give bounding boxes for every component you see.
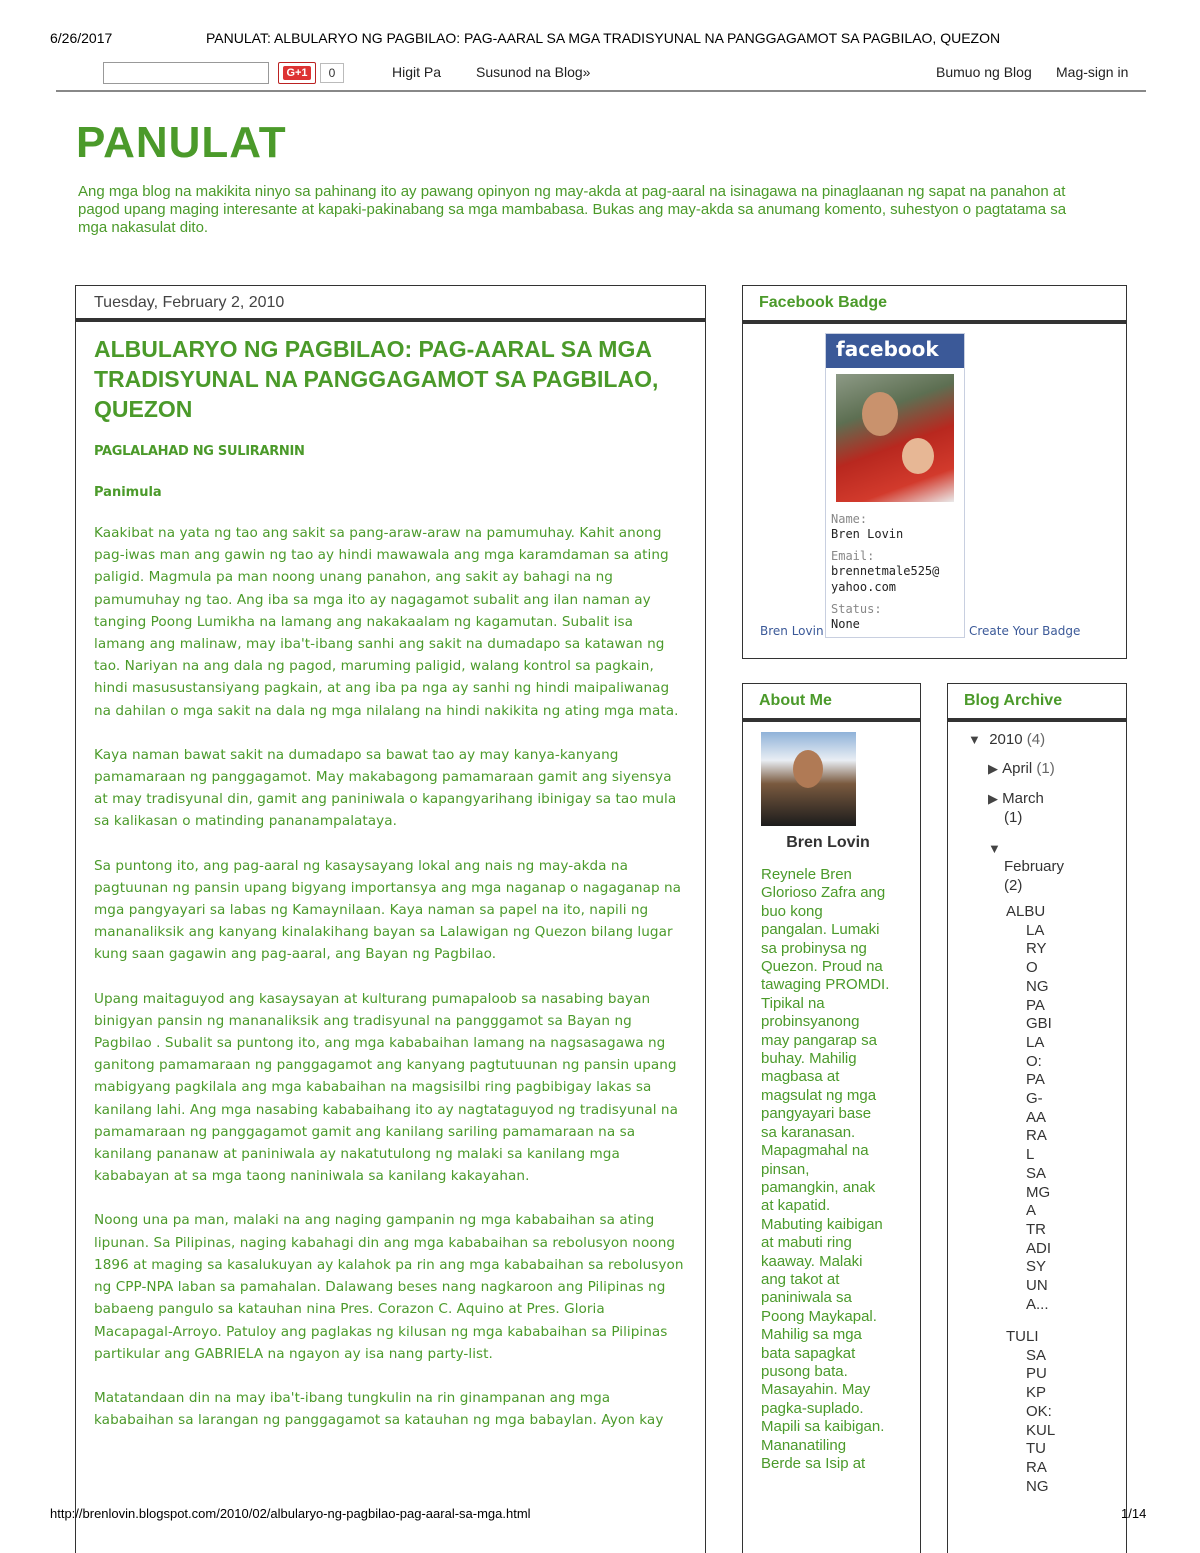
expand-down-icon[interactable]: ▼ bbox=[968, 732, 981, 747]
text-line: may pangarap sa bbox=[761, 1031, 877, 1049]
fb-name-value: Bren Lovin bbox=[831, 527, 904, 541]
archive-month-march[interactable] bbox=[988, 790, 1044, 809]
fb-status-value: None bbox=[831, 617, 860, 631]
archive-month-count: (1) bbox=[1036, 760, 1055, 777]
post-paragraph: Kaya naman bawat sakit na dumadapo sa bawat tao ay may kanya-kanyang pamamaraan ng panggagamot. May makabagong pamamaraan gamit ang siyensya at may tradisyunal din, gamit ang paniniwala o kapangyarihang ibinigay sa tao mula sa kalikasan o matinding pananampalataya. bbox=[94, 746, 677, 830]
fb-email-value-cont: yahoo.com bbox=[831, 580, 897, 594]
post-subheading: Panimula bbox=[94, 485, 162, 500]
facebook-badge-title: Facebook Badge bbox=[743, 286, 1126, 324]
text-line: Mananatiling bbox=[761, 1436, 847, 1454]
archive-post-link[interactable] bbox=[1006, 1328, 1055, 1496]
next-blog-link[interactable]: Susunod na Blog» bbox=[476, 64, 591, 80]
text-line: LA bbox=[1026, 921, 1045, 939]
text-line: Glorioso Zafra ang bbox=[761, 884, 886, 902]
text-line: TU bbox=[1026, 1440, 1046, 1458]
text-line: magsulat ng mga bbox=[761, 1086, 877, 1104]
text-line: Berde sa Isip at bbox=[761, 1455, 866, 1472]
text-line: A... bbox=[1026, 1295, 1049, 1313]
archive-post-link[interactable] bbox=[1006, 903, 1052, 1314]
blog-description: Ang mga blog na makikita ninyo sa pahinang ito ay pawang opinyon ng may-akda at pag-aaral na isinagawa na pinaglaanan ng sapat na panahon at pagod upang maging interesante at kapaki-pakinabang sa mga mambabasa. Bukas ang may-akda sa anumang komento, suhestyon o pagtatama sa mga nakasulat dito. bbox=[78, 183, 1067, 236]
post-container bbox=[75, 285, 706, 1553]
text-line: A bbox=[1026, 1202, 1037, 1220]
text-line: tawaging PROMDI. bbox=[761, 976, 890, 994]
text-line: pinsan, bbox=[761, 1160, 810, 1178]
blog-title[interactable]: PANULAT bbox=[76, 118, 287, 167]
post-paragraph: Upang maitaguyod ang kasaysayan at kulturang pumapaloob sa nasabing bayan binigyan pansin ng mananaliksik ang tradisyunal na pangggamot sa Bayan ng Pagbilao . Subalit sa puntong ito, ang mga kababaihan lamang na nagsasagawa ng ganitong pamamaraan ng panggagamot ang kanyang pagtutuunan ng pansin upang mabigyang pagkilala ang mga kababaihan na magsisilbi ring pagbibigay lakas sa kanilang lahi. Ang mga nasabing kababaihang ito ay nagtataguyod ng tradisyunal na pamamaraan ng panggagamot gamit ang kanilang sariling pamamaraan na sa kanilang pananaw at paniniwala ay nakatutulong ng malaki sa kanilang mga kababayan at sa mga taong naniniwala sa kanilang kakayahan. bbox=[94, 990, 678, 1185]
post-body bbox=[94, 444, 687, 1431]
text-line: buhay. Mahilig bbox=[761, 1050, 857, 1068]
expand-right-icon[interactable]: ▶ bbox=[988, 761, 998, 776]
create-blog-link[interactable]: Bumuo ng Blog bbox=[936, 64, 1032, 80]
gplus-count: 0 bbox=[320, 63, 344, 83]
fb-profile-link[interactable]: Bren Lovin bbox=[760, 624, 824, 638]
author-bio bbox=[761, 866, 911, 1473]
blogger-navbar bbox=[56, 58, 1146, 92]
text-line: Masayahin. May bbox=[761, 1381, 871, 1399]
text-line: NG bbox=[1026, 977, 1049, 995]
archive-month-label[interactable]: April bbox=[1002, 760, 1033, 777]
archive-year-2010[interactable] bbox=[968, 731, 1045, 750]
post-paragraph: Noong una pa man, malaki na ang naging gampanin ng mga kababaihan sa ating lipunan. Sa Pilipinas, naging kabahagi din ang mga kababaihan sa rebolusyon noong 1896 at maging sa kasalukuyan ay kalahok pa rin ang mga kababaihan sa rebolusyon ng CPP-NPA laban sa pamahalan. Dalawang beses nang nagkaroon ang Pilipinas ng babaeng pangulo sa katauhan nina Pres. Corazon C. Aquino at Pres. Gloria Macapagal-Arroyo. Patuloy ang paglakas ng kilusan ng mga kababaihan sa Pilipinas partikular ang GABRIELA na ngayon ay isa nang party-list. bbox=[94, 1212, 684, 1362]
print-date: 6/26/2017 bbox=[50, 30, 113, 46]
fb-email-value: brennetmale525@ bbox=[831, 564, 940, 578]
text-line: O: bbox=[1026, 1052, 1042, 1070]
archive-month-label[interactable]: March bbox=[1002, 790, 1044, 807]
blog-archive-title: Blog Archive bbox=[948, 684, 1126, 722]
text-line: O bbox=[1026, 959, 1038, 977]
text-line: Tipikal na bbox=[761, 994, 825, 1012]
text-line: Mapili sa kaibigan. bbox=[761, 1418, 885, 1436]
text-line: RY bbox=[1026, 940, 1047, 958]
text-line: KUL bbox=[1026, 1421, 1056, 1439]
post-paragraph: Matatandaan din na may iba't-ibang tungkulin na rin ginampanan ang mga kababaihan sa larangan ng panggagamot sa katauhan ng mga babaylan. Ayon kay bbox=[94, 1389, 664, 1429]
gplus-label: G+1 bbox=[283, 66, 310, 80]
text-line: PU bbox=[1026, 1365, 1047, 1383]
text-line: GBI bbox=[1026, 1015, 1052, 1033]
expand-down-icon[interactable]: ▼ bbox=[988, 841, 1001, 856]
text-line: at mabuti ring bbox=[761, 1234, 852, 1252]
text-line: LA bbox=[1026, 1033, 1045, 1051]
text-line: KP bbox=[1026, 1384, 1047, 1402]
post-paragraph: Kaakibat na yata ng tao ang sakit sa pang-araw-araw na pamumuhay. Kahit anong pag-iwas man ang gawin ng tao ay hindi mawawala ang mga karamdaman sa ating paligid. Magmula pa man noong unang panahon, ang sakit ay bahagi na ng pamumuhay ng tao. Ang iba sa mga ito ay nagagamot subalit ang ilan naman ay tanging Poong Lumikha na lamang ang nakakaalam ng kagamutan. Subalit isa lamang ang malinaw, may iba't-ibang sanhi ang sakit na dumadapo sa katawan ng tao. Nariyan na ang dala ng pagod, maruming paligid, walang kontrol sa pagkain, hindi masusustansiyang pagkain, at ang iba pa nga ay sanhi ng hindi maipaliwanag na dahilan o mga sakit na dala ng mga nilalang na hindi nakikita ng ating mga mata. bbox=[94, 525, 679, 719]
text-line: pangyayari base bbox=[761, 1105, 872, 1123]
blog-archive-widget bbox=[947, 683, 1127, 1553]
author-photo[interactable] bbox=[761, 732, 856, 826]
text-line: probinsyanong bbox=[761, 1013, 860, 1031]
text-line: Poong Maykapal. bbox=[761, 1307, 877, 1325]
print-page-number: 1/14 bbox=[1121, 1506, 1147, 1521]
text-line: Mahilig sa mga bbox=[761, 1326, 862, 1344]
print-url: http://brenlovin.blogspot.com/2010/02/albularyo-ng-pagbilao-pag-aaral-sa-mga.html bbox=[50, 1506, 531, 1521]
text-line: Mapagmahal na bbox=[761, 1142, 869, 1160]
text-line: PA bbox=[1026, 996, 1045, 1014]
text-line: kaaway. Malaki bbox=[761, 1252, 863, 1270]
facebook-badge-widget bbox=[742, 285, 1127, 659]
text-line: sa probinysa ng bbox=[761, 939, 867, 957]
create-badge-link[interactable]: Create Your Badge bbox=[969, 624, 1081, 638]
fb-status-label: Status: bbox=[831, 602, 882, 616]
text-line: UN bbox=[1026, 1277, 1048, 1295]
text-line: sa karanasan. bbox=[761, 1123, 856, 1141]
fb-email-label: Email: bbox=[831, 549, 875, 563]
profile-photo bbox=[836, 374, 954, 502]
post-date: Tuesday, February 2, 2010 bbox=[76, 286, 705, 322]
text-line: pagka-suplado. bbox=[761, 1399, 864, 1417]
text-line: SY bbox=[1026, 1258, 1047, 1276]
post-paragraph: Sa puntong ito, ang pag-aaral ng kasaysayang lokal ang nais ng may-akda na pagtuunan ng pansin upang bigyang importansya ang mga naganap o nagaganap na mga pangyayari sa labas ng Kamaynilaan. Kaya naman sa papel na ito, napili ng mananaliksik ang kanyang kinalakihang bayan sa Lalawigan ng Quezon bilang lugar kung saan gagawin ang pag-aaral, ang Bayan ng Pagbilao. bbox=[94, 857, 682, 963]
text-line: NG bbox=[1026, 1477, 1049, 1495]
facebook-badge[interactable] bbox=[825, 333, 965, 638]
text-line: G- bbox=[1026, 1090, 1043, 1108]
text-line: Mabuting kaibigan bbox=[761, 1215, 883, 1233]
text-line: pusong bata. bbox=[761, 1362, 848, 1380]
text-line: SA bbox=[1026, 1346, 1047, 1364]
about-me-title: About Me bbox=[743, 684, 920, 722]
text-line: RA bbox=[1026, 1127, 1047, 1145]
text-line: at kapatid. bbox=[761, 1197, 831, 1215]
gplus-button[interactable] bbox=[278, 62, 316, 84]
print-title: PANULAT: ALBULARYO NG PAGBILAO: PAG-AARAL SA MGA TRADISYUNAL NA PANGGAGAMOT SA PAGBILAO, QUEZON bbox=[206, 30, 1001, 46]
post-heading: PAGLALAHAD NG SULIRARNIN bbox=[94, 444, 305, 459]
text-line: ADI bbox=[1026, 1239, 1052, 1257]
text-line: L bbox=[1026, 1146, 1035, 1164]
text-line: pangalan. Lumaki bbox=[761, 921, 880, 939]
archive-year-count: (4) bbox=[1026, 731, 1046, 748]
text-line: magbasa at bbox=[761, 1068, 840, 1086]
archive-year-label[interactable]: 2010 bbox=[989, 731, 1023, 748]
text-line: ALBU bbox=[1006, 903, 1046, 920]
text-line: TULI bbox=[1006, 1328, 1039, 1345]
post-title[interactable]: ALBULARYO NG PAGBILAO: PAG-AARAL SA MGA TRADISYUNAL NA PANGGAGAMOT SA PAGBILAO, QUEZON bbox=[94, 336, 659, 422]
navbar-search-input[interactable] bbox=[103, 62, 269, 84]
fb-name-label: Name: bbox=[831, 512, 868, 526]
archive-month-february[interactable]: February bbox=[1004, 858, 1065, 875]
text-line: AA bbox=[1026, 1108, 1047, 1126]
text-line: PA bbox=[1026, 1071, 1045, 1089]
text-line: paniniwala sa bbox=[761, 1289, 852, 1307]
text-line: bata sapagkat bbox=[761, 1344, 856, 1362]
archive-month-april[interactable] bbox=[988, 760, 1055, 779]
text-line: TR bbox=[1026, 1220, 1046, 1238]
facebook-logo: facebook bbox=[826, 334, 964, 368]
text-line: Reynele Bren bbox=[761, 866, 852, 883]
text-line: pamangkin, anak bbox=[761, 1178, 876, 1196]
text-line: SA bbox=[1026, 1164, 1047, 1182]
about-me-widget bbox=[742, 683, 921, 1553]
text-line: OK: bbox=[1026, 1402, 1052, 1420]
archive-month-count: (1) bbox=[1004, 809, 1023, 826]
sign-in-link[interactable]: Mag-sign in bbox=[1056, 64, 1129, 80]
text-line: buo kong bbox=[761, 902, 823, 920]
expand-right-icon[interactable]: ▶ bbox=[988, 791, 998, 806]
more-link[interactable]: Higit Pa bbox=[392, 64, 442, 80]
text-line: RA bbox=[1026, 1458, 1047, 1476]
author-name[interactable]: Bren Lovin bbox=[786, 834, 870, 851]
archive-month-count: (2) bbox=[1004, 877, 1023, 894]
text-line: Quezon. Proud na bbox=[761, 958, 883, 976]
text-line: ang takot at bbox=[761, 1270, 840, 1288]
text-line: MG bbox=[1026, 1183, 1051, 1201]
